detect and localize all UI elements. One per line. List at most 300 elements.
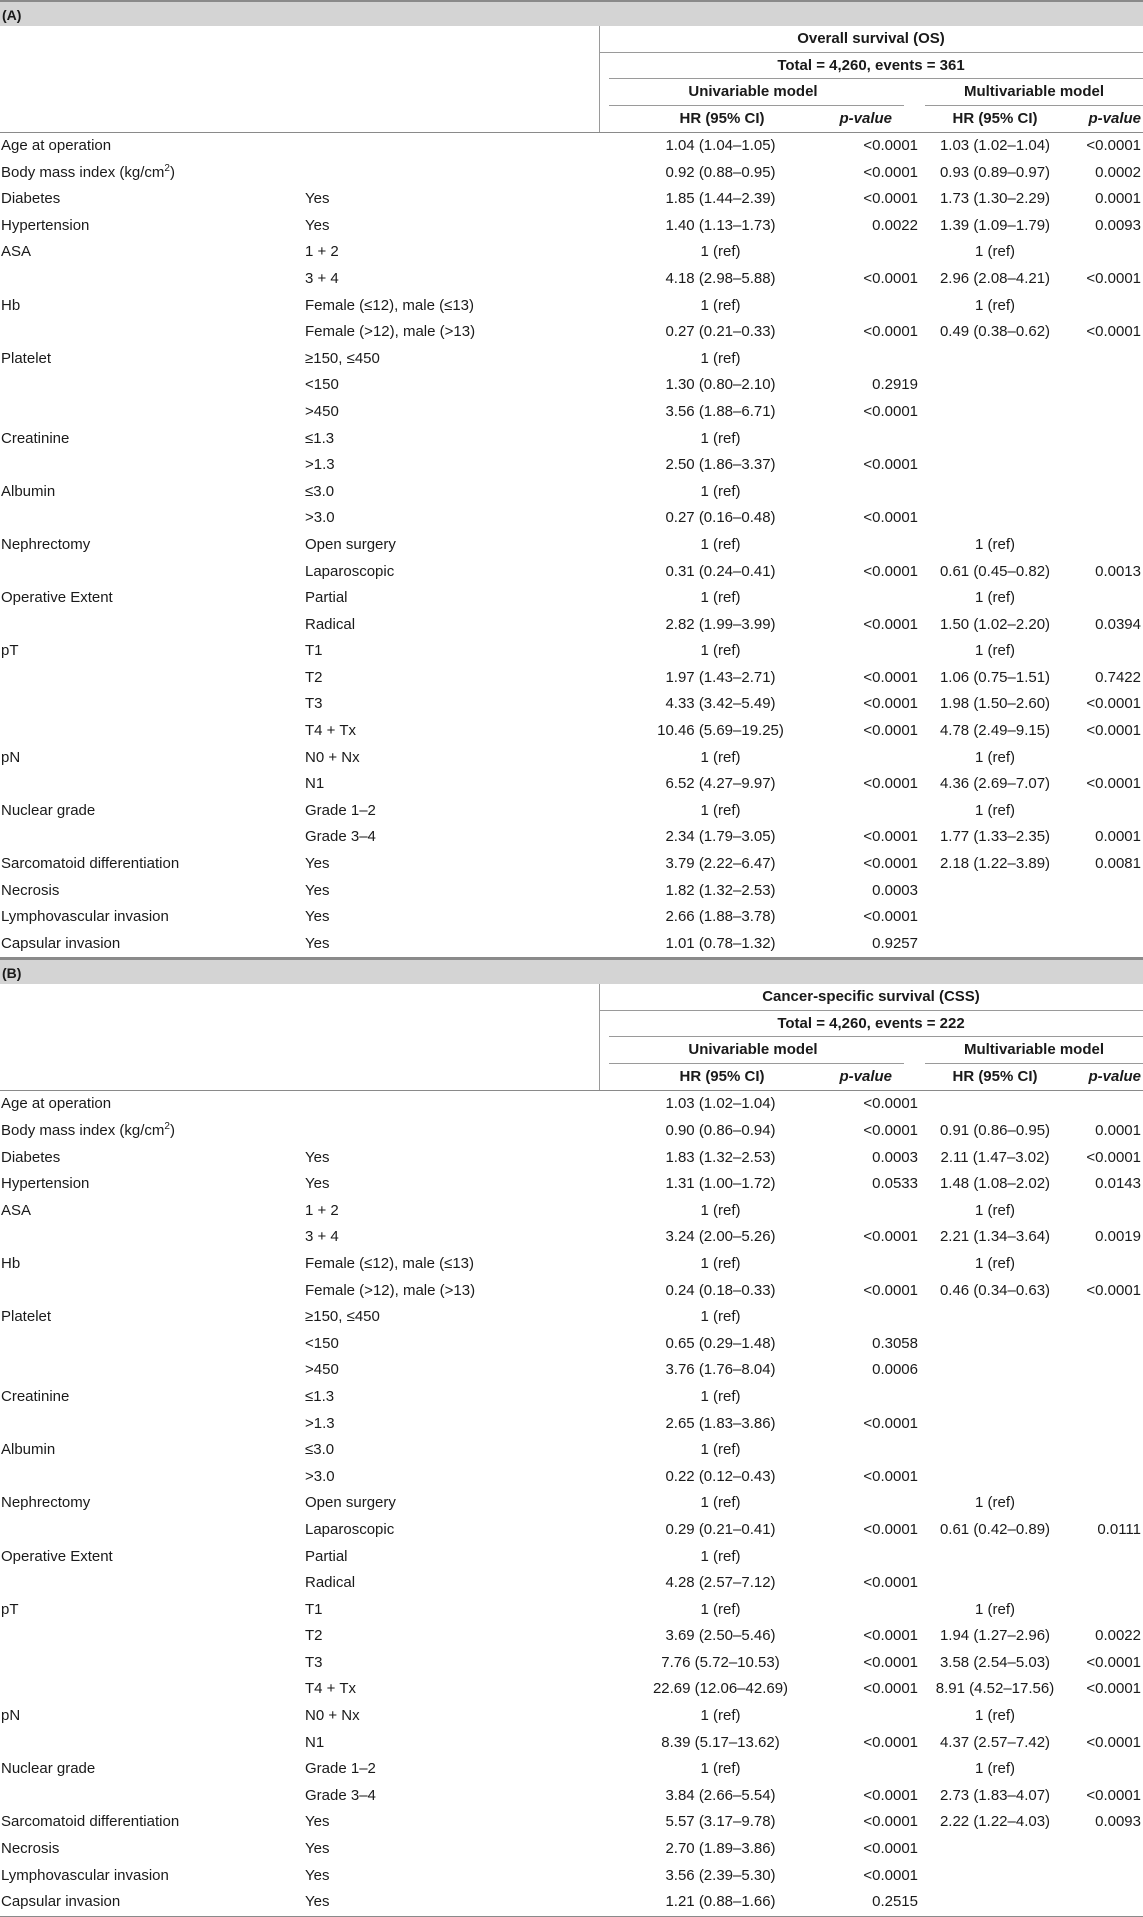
category-label: T3 (305, 1653, 323, 1671)
variable-label: Hypertension (1, 216, 90, 234)
univariable-p-value: <0.0001 (863, 1122, 918, 1139)
univariable-hr: 2.82 (1.99–3.99) (665, 615, 776, 633)
univariable-hr: 0.27 (0.21–0.33) (665, 323, 776, 341)
multivariable-hr: 1 (ref) (974, 1201, 1015, 1219)
univariable-p-value: <0.0001 (863, 402, 918, 420)
variable-label: Diabetes (1, 190, 61, 208)
variable-label: Platelet (1, 1308, 52, 1326)
multivariable-hr: 1 (ref) (974, 243, 1015, 261)
header-outcome-row (0, 984, 1143, 1011)
multivariable-model-label: Multivariable model (963, 83, 1105, 100)
multivariable-p-value: 0.0111 (1097, 1520, 1141, 1538)
univariable-hr: 1 (ref) (700, 589, 741, 607)
category-label: ≥150, ≤450 (305, 1308, 380, 1326)
table-row (0, 1437, 1143, 1464)
category-label: Yes (305, 855, 330, 873)
univariable-hr: 1.85 (1.44–2.39) (665, 190, 776, 208)
table-row (0, 213, 1143, 240)
category-label: T4 + Tx (305, 1680, 356, 1698)
table-row (0, 1703, 1143, 1730)
multivariable-p-value: 0.0002 (1095, 163, 1141, 181)
table-row (0, 319, 1143, 346)
superscript: 2 (164, 162, 170, 174)
univariable-hr: 5.57 (3.17–9.78) (665, 1813, 776, 1831)
variable-label: Necrosis (1, 881, 60, 899)
multivariable-p-value: 0.0093 (1095, 216, 1141, 234)
header-columns-row (0, 1064, 1143, 1091)
category-label: Grade 3–4 (305, 1786, 376, 1804)
table-row (0, 1836, 1143, 1863)
univariable-hr: 3.76 (1.76–8.04) (665, 1361, 776, 1379)
univariable-p-value: <0.0001 (863, 1281, 918, 1299)
variable-label (1, 160, 175, 187)
category-label: Female (≤12), male (≤13) (305, 1254, 475, 1272)
multivariable-hr: 2.18 (1.22–3.89) (939, 855, 1051, 873)
category-label: T1 (305, 1600, 323, 1618)
table-row (0, 479, 1143, 506)
variable-text: Body mass index (kg/cm (1, 1122, 165, 1139)
table-row (0, 1224, 1143, 1251)
univariable-p-value: <0.0001 (863, 1653, 918, 1671)
multivariable-hr: 1 (ref) (974, 296, 1015, 314)
category-label: Partial (305, 1547, 348, 1565)
univariable-hr: 1.97 (1.43–2.71) (665, 668, 776, 686)
category-label: Grade 1–2 (305, 1760, 376, 1778)
table-row (0, 612, 1143, 639)
univariable-hr: 2.70 (1.89–3.86) (665, 1840, 776, 1858)
table-row (0, 239, 1143, 266)
table-row (0, 1623, 1143, 1650)
univariable-hr: 2.34 (1.79–3.05) (665, 828, 776, 846)
variable-label: Capsular invasion (1, 1893, 121, 1911)
multivariable-p-value: <0.0001 (1086, 1786, 1141, 1804)
table-row (0, 1251, 1143, 1278)
variable-label: Albumin (1, 482, 56, 500)
univariable-hr: 1 (ref) (700, 1441, 741, 1459)
category-label: Yes (305, 1866, 330, 1884)
univariable-hr: 1.01 (0.78–1.32) (665, 934, 776, 952)
univariable-hr: 1 (ref) (700, 243, 741, 261)
column-header-p-value: p-value (839, 1067, 892, 1085)
table-row (0, 1357, 1143, 1384)
univariable-hr: 1 (ref) (700, 1547, 741, 1565)
univariable-p-value: 0.9257 (872, 934, 918, 952)
univariable-p-value: <0.0001 (863, 1680, 918, 1698)
category-label: >3.0 (305, 509, 335, 527)
multivariable-hr: 1 (ref) (974, 1760, 1015, 1778)
variable-label: ASA (1, 243, 32, 261)
panel-title: (B) (0, 958, 1143, 984)
univariable-p-value: <0.0001 (863, 323, 918, 341)
table-row (0, 346, 1143, 373)
multivariable-hr: 2.73 (1.83–4.07) (939, 1786, 1051, 1804)
univariable-hr: 7.76 (5.72–10.53) (661, 1653, 780, 1671)
table-row (0, 1889, 1143, 1916)
multivariable-p-value: <0.0001 (1086, 1281, 1141, 1299)
total-events: Total = 4,260, events = 222 (777, 1014, 965, 1032)
univariable-hr: 0.22 (0.12–0.43) (665, 1467, 776, 1485)
multivariable-hr: 0.49 (0.38–0.62) (939, 323, 1051, 341)
multivariable-hr: 4.36 (2.69–7.07) (939, 775, 1051, 793)
variable-text-end: ) (169, 1122, 175, 1139)
univariable-hr: 3.56 (1.88–6.71) (665, 402, 776, 420)
univariable-model-label: Univariable model (688, 83, 818, 100)
univariable-hr: 3.69 (2.50–5.46) (665, 1627, 776, 1645)
multivariable-p-value: 0.0081 (1095, 855, 1141, 873)
univariable-p-value: <0.0001 (863, 668, 918, 686)
table-row (0, 532, 1143, 559)
multivariable-hr: 4.78 (2.49–9.15) (939, 722, 1051, 740)
multivariable-p-value: 0.0001 (1095, 828, 1141, 846)
multivariable-model-label: Multivariable model (963, 1041, 1105, 1059)
multivariable-hr: 4.37 (2.57–7.42) (939, 1733, 1051, 1751)
multivariable-hr: 3.58 (2.54–5.03) (939, 1653, 1051, 1671)
univariable-hr: 0.90 (0.86–0.94) (665, 1122, 776, 1139)
category-label: Partial (305, 589, 348, 607)
multivariable-hr: 0.91 (0.86–0.95) (939, 1122, 1051, 1139)
univariable-p-value: 0.2919 (872, 376, 918, 394)
multivariable-p-value: 0.0093 (1095, 1813, 1141, 1831)
univariable-hr: 2.66 (1.88–3.78) (665, 908, 776, 926)
variable-label: pN (1, 1707, 21, 1725)
multivariable-p-value: 0.0001 (1095, 1122, 1141, 1139)
variable-label: Capsular invasion (1, 934, 121, 952)
univariable-p-value: <0.0001 (863, 1866, 918, 1884)
multivariable-hr: 1 (ref) (974, 642, 1015, 660)
multivariable-hr: 2.22 (1.22–4.03) (939, 1813, 1051, 1831)
multivariable-hr: 0.61 (0.45–0.82) (939, 562, 1051, 580)
table-row (0, 1783, 1143, 1810)
header-model-row (0, 79, 1143, 106)
multivariable-p-value: <0.0001 (1086, 137, 1141, 154)
univariable-hr: 3.56 (2.39–5.30) (665, 1866, 776, 1884)
multivariable-p-value: 0.0001 (1095, 190, 1141, 208)
univariable-p-value: <0.0001 (863, 1095, 918, 1113)
header-columns-row (0, 106, 1143, 133)
variable-label: Diabetes (1, 1148, 61, 1166)
header-total-row (0, 53, 1143, 80)
variable-label: Age at operation (1, 137, 112, 154)
multivariable-hr: 0.93 (0.89–0.97) (939, 163, 1051, 181)
variable-label: Platelet (1, 349, 52, 367)
category-label: ≤3.0 (305, 1441, 335, 1459)
univariable-p-value: <0.0001 (863, 509, 918, 527)
multivariable-hr: 1.06 (0.75–1.51) (939, 668, 1051, 686)
multivariable-p-value: 0.0013 (1095, 562, 1141, 580)
category-label: >1.3 (305, 456, 335, 474)
table-row (0, 1597, 1143, 1624)
category-label: Yes (305, 1840, 330, 1858)
univariable-p-value: <0.0001 (863, 456, 918, 474)
table-row (0, 1676, 1143, 1703)
table-row (0, 1411, 1143, 1438)
univariable-hr: 10.46 (5.69–19.25) (657, 722, 784, 740)
table-row (0, 399, 1143, 426)
univariable-p-value: <0.0001 (863, 1786, 918, 1804)
multivariable-p-value: <0.0001 (1086, 1148, 1141, 1166)
table-row (0, 1198, 1143, 1225)
univariable-hr: 1 (ref) (700, 1600, 741, 1618)
category-label: ≤1.3 (305, 1387, 335, 1405)
table-row (0, 904, 1143, 931)
category-label: N1 (305, 1733, 325, 1751)
multivariable-hr: 1 (ref) (974, 535, 1015, 553)
univariable-hr: 0.27 (0.16–0.48) (665, 509, 776, 527)
univariable-p-value: 0.0003 (872, 881, 918, 899)
multivariable-hr: 1.94 (1.27–2.96) (939, 1627, 1051, 1645)
table-row (0, 266, 1143, 293)
variable-label: Albumin (1, 1441, 56, 1459)
table-panel (0, 958, 1143, 1916)
multivariable-p-value: <0.0001 (1086, 775, 1141, 793)
category-label: T2 (305, 668, 323, 686)
multivariable-hr: 1 (ref) (974, 1254, 1015, 1272)
univariable-p-value: <0.0001 (863, 615, 918, 633)
univariable-p-value: <0.0001 (863, 828, 918, 846)
table-row (0, 160, 1143, 187)
multivariable-hr: 1 (ref) (974, 748, 1015, 766)
table-row (0, 824, 1143, 851)
univariable-p-value: <0.0001 (863, 269, 918, 287)
multivariable-p-value: <0.0001 (1086, 269, 1141, 287)
univariable-p-value: 0.0006 (872, 1361, 918, 1379)
univariable-p-value: <0.0001 (863, 1840, 918, 1858)
univariable-hr: 8.39 (5.17–13.62) (661, 1733, 780, 1751)
univariable-p-value: <0.0001 (863, 855, 918, 873)
univariable-p-value: 0.0003 (872, 1148, 918, 1166)
univariable-hr: 1.31 (1.00–1.72) (665, 1175, 776, 1193)
table-row (0, 851, 1143, 878)
category-label: <150 (305, 1334, 339, 1352)
univariable-hr: 1 (ref) (700, 349, 741, 367)
multivariable-p-value: <0.0001 (1086, 695, 1141, 713)
multivariable-p-value: <0.0001 (1086, 1733, 1141, 1751)
category-label: >450 (305, 1361, 339, 1379)
univariable-hr: 2.50 (1.86–3.37) (665, 456, 776, 474)
table-row (0, 638, 1143, 665)
column-header-hr: HR (95% CI) (679, 1067, 765, 1085)
table-row (0, 718, 1143, 745)
univariable-p-value: <0.0001 (863, 1733, 918, 1751)
univariable-p-value: <0.0001 (863, 1627, 918, 1645)
multivariable-hr: 1 (ref) (974, 801, 1015, 819)
category-label: >1.3 (305, 1414, 335, 1432)
univariable-hr: 1 (ref) (700, 1760, 741, 1778)
univariable-p-value: <0.0001 (863, 1414, 918, 1432)
univariable-hr: 0.29 (0.21–0.41) (665, 1520, 776, 1538)
header-total-row (0, 1011, 1143, 1038)
table-row (0, 1278, 1143, 1305)
category-label: <150 (305, 376, 339, 394)
univariable-hr: 4.28 (2.57–7.12) (665, 1574, 776, 1592)
category-label: Laparoscopic (305, 562, 395, 580)
table-row (0, 1490, 1143, 1517)
univariable-hr: 1 (ref) (700, 1201, 741, 1219)
univariable-hr: 3.84 (2.66–5.54) (665, 1786, 776, 1804)
table-row (0, 1171, 1143, 1198)
category-label: Yes (305, 881, 330, 899)
variable-label: Sarcomatoid differentiation (1, 1813, 180, 1831)
table-row (0, 505, 1143, 532)
multivariable-hr: 1.48 (1.08–2.02) (939, 1175, 1051, 1193)
univariable-hr: 1.21 (0.88–1.66) (665, 1893, 776, 1911)
category-label: >450 (305, 402, 339, 420)
column-header-p-value: p-value (1088, 109, 1141, 127)
category-label: T1 (305, 642, 323, 660)
panel-header (0, 984, 1143, 1090)
column-header-hr: HR (95% CI) (952, 109, 1038, 127)
univariable-hr: 1 (ref) (700, 1707, 741, 1725)
univariable-hr: 1.30 (0.80–2.10) (665, 376, 776, 394)
table-row (0, 1145, 1143, 1172)
univariable-p-value: <0.0001 (863, 137, 918, 154)
category-label: >3.0 (305, 1467, 335, 1485)
category-label: Grade 1–2 (305, 801, 376, 819)
multivariable-p-value: 0.0019 (1095, 1228, 1141, 1246)
header-outcome-row (0, 26, 1143, 53)
total-events: Total = 4,260, events = 361 (777, 56, 965, 74)
category-label: T4 + Tx (305, 722, 356, 740)
column-header-p-value: p-value (839, 109, 892, 127)
category-label: Grade 3–4 (305, 828, 376, 846)
multivariable-p-value: <0.0001 (1086, 323, 1141, 341)
variable-label: Sarcomatoid differentiation (1, 855, 180, 873)
univariable-hr: 4.33 (3.42–5.49) (665, 695, 776, 713)
category-label: ≤1.3 (305, 429, 335, 447)
univariable-hr: 2.65 (1.83–3.86) (665, 1414, 776, 1432)
multivariable-hr: 1.77 (1.33–2.35) (939, 828, 1051, 846)
table-row (0, 452, 1143, 479)
table-row (0, 1544, 1143, 1571)
column-header-hr: HR (95% CI) (679, 109, 765, 127)
univariable-hr: 1 (ref) (700, 296, 741, 314)
table-row (0, 372, 1143, 399)
univariable-hr: 1 (ref) (700, 801, 741, 819)
table-row (0, 585, 1143, 612)
table-panel (0, 0, 1143, 958)
panel-title: (A) (0, 0, 1143, 26)
category-label: Open surgery (305, 1494, 396, 1512)
univariable-hr: 0.92 (0.88–0.95) (665, 163, 776, 181)
variable-label: Nephrectomy (1, 1494, 91, 1512)
univariable-hr: 1 (ref) (700, 1308, 741, 1326)
category-label: Female (≤12), male (≤13) (305, 296, 475, 314)
table-row (0, 1730, 1143, 1757)
table-row (0, 771, 1143, 798)
univariable-hr: 0.65 (0.29–1.48) (665, 1334, 776, 1352)
category-label: Yes (305, 1175, 330, 1193)
univariable-p-value: <0.0001 (863, 1520, 918, 1538)
univariable-hr: 0.31 (0.24–0.41) (665, 562, 776, 580)
category-label: ≤3.0 (305, 482, 335, 500)
category-label: N0 + Nx (305, 748, 360, 766)
multivariable-hr: 0.46 (0.34–0.63) (939, 1281, 1051, 1299)
variable-label: Nephrectomy (1, 535, 91, 553)
category-label: Female (>12), male (>13) (305, 323, 476, 341)
variable-label: Lymphovascular invasion (1, 908, 169, 926)
univariable-hr: 1 (ref) (700, 1254, 741, 1272)
table-row (0, 691, 1143, 718)
univariable-p-value: <0.0001 (863, 775, 918, 793)
table-row (0, 426, 1143, 453)
univariable-p-value: <0.0001 (863, 1467, 918, 1485)
category-label: 3 + 4 (305, 1228, 339, 1246)
category-label: Yes (305, 1813, 330, 1831)
category-label: N1 (305, 775, 325, 793)
univariable-hr: 22.69 (12.06–42.69) (652, 1680, 789, 1698)
table-row (0, 133, 1143, 160)
univariable-p-value: <0.0001 (863, 722, 918, 740)
category-label: Yes (305, 934, 330, 952)
variable-label: pT (1, 642, 19, 660)
univariable-hr: 1.82 (1.32–2.53) (665, 881, 776, 899)
univariable-hr: 1 (ref) (700, 429, 741, 447)
univariable-p-value: <0.0001 (863, 908, 918, 926)
variable-label: pN (1, 748, 21, 766)
table-row (0, 1384, 1143, 1411)
univariable-hr: 1 (ref) (700, 535, 741, 553)
table-row (0, 1118, 1143, 1145)
variable-label: Creatinine (1, 429, 70, 447)
univariable-p-value: <0.0001 (863, 163, 918, 181)
univariable-p-value: <0.0001 (863, 562, 918, 580)
multivariable-hr: 2.21 (1.34–3.64) (939, 1228, 1051, 1246)
variable-label: Age at operation (1, 1095, 112, 1113)
multivariable-hr: 0.61 (0.42–0.89) (939, 1520, 1051, 1538)
table-row (0, 878, 1143, 905)
category-label: Female (>12), male (>13) (305, 1281, 476, 1299)
variable-label: Operative Extent (1, 1547, 113, 1565)
multivariable-p-value: 0.0143 (1095, 1175, 1141, 1193)
univariable-hr: 6.52 (4.27–9.97) (665, 775, 776, 793)
multivariable-hr: 8.91 (4.52–17.56) (935, 1680, 1055, 1698)
multivariable-p-value: <0.0001 (1086, 1680, 1141, 1698)
multivariable-p-value: <0.0001 (1086, 722, 1141, 740)
category-label: Laparoscopic (305, 1520, 395, 1538)
univariable-hr: 1.04 (1.04–1.05) (665, 137, 776, 154)
category-label: Yes (305, 908, 330, 926)
univariable-hr: 1.40 (1.13–1.73) (665, 216, 776, 234)
univariable-hr: 3.79 (2.22–6.47) (665, 855, 776, 873)
variable-label: pT (1, 1600, 19, 1618)
multivariable-hr: 1 (ref) (974, 1707, 1015, 1725)
table-row (0, 798, 1143, 825)
multivariable-p-value: 0.0022 (1095, 1627, 1141, 1645)
multivariable-hr: 1.73 (1.30–2.29) (939, 190, 1051, 208)
column-header-p-value: p-value (1088, 1067, 1141, 1085)
table-row (0, 1331, 1143, 1358)
univariable-p-value: 0.2515 (872, 1893, 918, 1911)
variable-label: Creatinine (1, 1387, 70, 1405)
table-row (0, 559, 1143, 586)
multivariable-hr: 1 (ref) (974, 589, 1015, 607)
univariable-hr: 1.03 (1.02–1.04) (665, 1095, 776, 1113)
variable-label: Hb (1, 1254, 21, 1272)
column-header-hr: HR (95% CI) (952, 1067, 1038, 1085)
table-row (0, 1650, 1143, 1677)
category-label: Open surgery (305, 535, 396, 553)
univariable-p-value: <0.0001 (863, 1574, 918, 1592)
univariable-hr: 1 (ref) (700, 748, 741, 766)
category-label: 1 + 2 (305, 243, 339, 261)
table-row (0, 931, 1143, 958)
table-row (0, 1809, 1143, 1836)
univariable-p-value: <0.0001 (863, 1813, 918, 1831)
multivariable-hr: 1.03 (1.02–1.04) (939, 137, 1051, 154)
multivariable-hr: 1.39 (1.09–1.79) (939, 216, 1051, 234)
category-label: Yes (305, 216, 330, 234)
variable-label: Nuclear grade (1, 801, 96, 819)
